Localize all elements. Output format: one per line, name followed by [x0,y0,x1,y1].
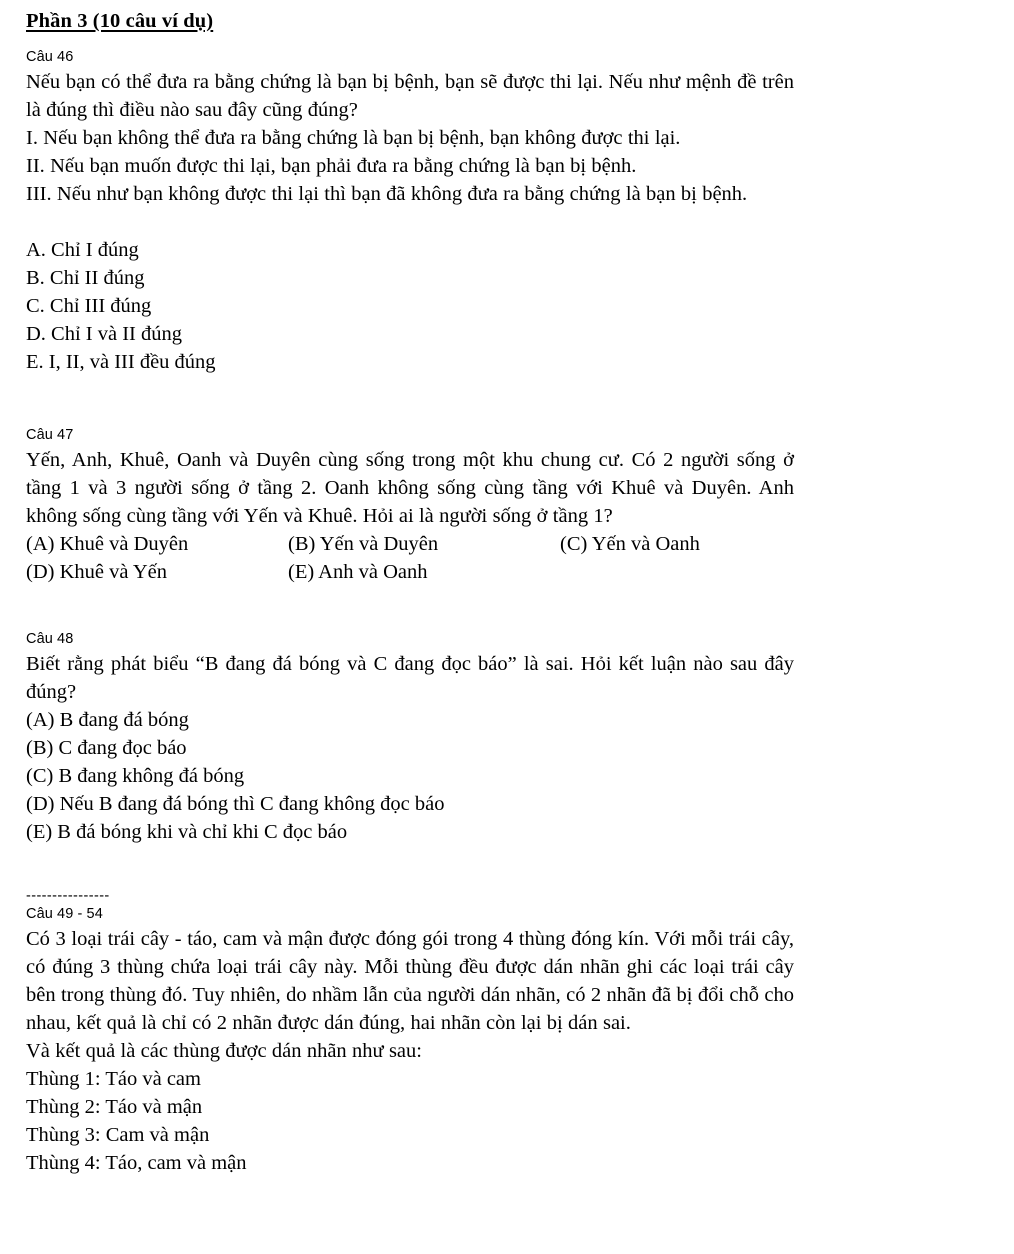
question-46-stem-line-3: II. Nếu bạn muốn được thi lại, bạn phải đưa ra bằng chứng là bạn bị bệnh. [26,155,637,177]
list-item: Thùng 3: Cam và mận [26,1124,210,1146]
spacer [26,208,794,236]
question-47-options [26,530,794,586]
question-49-54 [26,890,794,1177]
spacer [26,376,794,426]
option-b[interactable]: (B) C đang đọc báo [26,737,187,759]
question-48-stem: Biết rằng phát biểu “B đang đá bóng và C đang đọc báo” là sai. Hỏi kết luận nào sau đây đúng? [26,653,794,703]
question-49-54-label: Câu 49 - 54 [26,906,103,922]
option-b[interactable]: B. Chỉ II đúng [26,267,145,289]
option-b[interactable]: (B) Yến và Duyên [288,533,439,555]
option-e[interactable]: (E) Anh và Oanh [288,561,428,583]
option-a[interactable]: A. Chỉ I đúng [26,239,139,261]
question-49-54-intro: Và kết quả là các thùng được dán nhãn như sau: [26,1040,422,1062]
option-e[interactable]: E. I, II, và III đều đúng [26,351,216,373]
list-item: Thùng 2: Táo và mận [26,1096,203,1118]
question-46-stem-line-2: I. Nếu bạn không thể đưa ra bằng chứng là bạn bị bệnh, bạn không được thi lại. [26,127,681,149]
option-e[interactable]: (E) B đá bóng khi và chỉ khi C đọc báo [26,821,348,843]
question-46-label: Câu 46 [26,49,74,65]
question-46-options [26,236,794,376]
list-item: Thùng 1: Táo và cam [26,1068,201,1090]
option-a[interactable]: (A) Khuê và Duyên [26,533,189,555]
question-48-label: Câu 48 [26,631,74,647]
option-c[interactable]: C. Chỉ III đúng [26,295,152,317]
question-48 [26,630,794,846]
option-d[interactable]: (D) Khuê và Yến [26,561,167,583]
section-divider: ---------------- [26,888,110,904]
question-46 [26,48,794,376]
page-title: Phần 3 (10 câu ví dụ) [26,10,214,32]
option-d[interactable]: D. Chỉ I và II đúng [26,323,183,345]
question-47-stem: Yến, Anh, Khuê, Oanh và Duyên cùng sống trong một khu chung cư. Có 2 người sống ở tầng 1 và 3 người sống ở tầng 2. Oanh không sống cùng tầng với Khuê và Duyên. Anh không sống cùng tầng với Yến và Khuê. Hỏi ai là người sống ở tầng 1? [26,449,794,527]
list-item: Thùng 4: Táo, cam và mận [26,1152,247,1174]
question-46-stem-line-1: Nếu bạn có thể đưa ra bằng chứng là bạn bị bệnh, bạn sẽ được thi lại. Nếu như mệnh đề trên là đúng thì điều nào sau đây cũng đúng? [26,71,794,121]
option-c[interactable]: (C) Yến và Oanh [560,533,700,555]
question-47 [26,426,794,586]
option-d[interactable]: (D) Nếu B đang đá bóng thì C đang không đọc báo [26,793,445,815]
question-48-options [26,706,794,846]
question-46-stem-line-4: III. Nếu như bạn không được thi lại thì bạn đã không đưa ra bằng chứng là bạn bị bệnh. [26,183,748,205]
question-47-label: Câu 47 [26,427,74,443]
option-c[interactable]: (C) B đang không đá bóng [26,765,245,787]
document-content [26,8,794,1177]
question-49-54-passage: Có 3 loại trái cây - táo, cam và mận được đóng gói trong 4 thùng đóng kín. Với mỗi trái cây, có đúng 3 thùng chứa loại trái cây này. Mỗi thùng đều được dán nhãn ghi các loại trái cây bên trong thùng đó. Tuy nhiên, do nhầm lẫn của người dán nhãn, có 2 nhãn đã bị đổi chỗ cho nhau, kết quả là chỉ có 2 nhãn được dán đúng, hai nhãn còn lại bị dán sai. [26,928,794,1034]
spacer [26,586,794,630]
option-a[interactable]: (A) B đang đá bóng [26,709,189,731]
spacer [26,846,794,890]
box-label-list [26,1065,794,1177]
